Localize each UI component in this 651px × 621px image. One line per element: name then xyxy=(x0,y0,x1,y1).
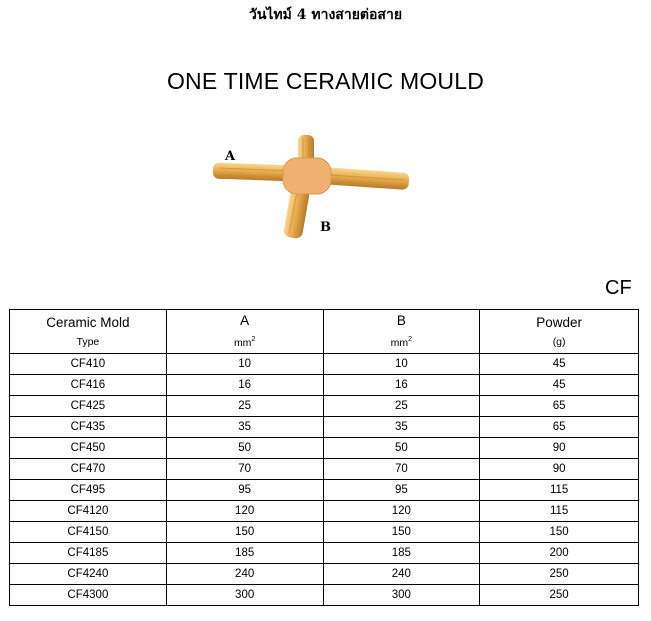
cell-b: 300 xyxy=(323,585,480,606)
cell-powder: 65 xyxy=(480,396,639,417)
cell-a: 185 xyxy=(166,543,323,564)
col-a-header xyxy=(166,310,323,354)
col-powder-title: Powder xyxy=(536,314,582,330)
cell-powder: 115 xyxy=(480,501,639,522)
table-header-row xyxy=(10,310,639,354)
cell-type: CF450 xyxy=(10,438,167,459)
col-a-sub: mm xyxy=(233,337,252,349)
cell-b: 10 xyxy=(323,354,480,375)
col-mold-header xyxy=(10,310,167,354)
cell-type: CF425 xyxy=(10,396,167,417)
cell-b: 150 xyxy=(323,522,480,543)
mould-diagram xyxy=(205,130,425,245)
joint-body xyxy=(283,158,331,194)
cell-a: 10 xyxy=(166,354,323,375)
cell-b: 95 xyxy=(323,480,480,501)
cell-a: 240 xyxy=(166,564,323,585)
cell-type: CF4150 xyxy=(10,522,167,543)
series-code: CF xyxy=(605,277,632,299)
table-row xyxy=(10,480,639,501)
cell-type: CF435 xyxy=(10,417,167,438)
product-title: ONE TIME CERAMIC MOULD xyxy=(166,68,485,94)
col-powder-header xyxy=(480,310,639,354)
table-row xyxy=(10,522,639,543)
table-body xyxy=(10,354,639,606)
cell-b: 120 xyxy=(323,501,480,522)
col-a-title: A xyxy=(240,313,250,328)
cell-a: 50 xyxy=(166,438,323,459)
table-row xyxy=(10,585,639,606)
cell-b: 16 xyxy=(323,375,480,396)
cell-a: 150 xyxy=(166,522,323,543)
cell-powder: 45 xyxy=(480,375,639,396)
cell-type: CF410 xyxy=(10,354,167,375)
cell-powder: 90 xyxy=(480,459,639,480)
spec-table xyxy=(9,309,639,606)
cell-a: 70 xyxy=(166,459,323,480)
col-b-header xyxy=(323,310,480,354)
cell-powder: 250 xyxy=(480,564,639,585)
cell-a: 16 xyxy=(166,375,323,396)
cell-type: CF4120 xyxy=(10,501,167,522)
col-mold-sub: Type xyxy=(76,335,100,348)
col-b-sup: 2 xyxy=(408,336,413,343)
col-b-title: B xyxy=(396,313,406,328)
table-row xyxy=(10,354,639,375)
cell-b: 25 xyxy=(323,396,480,417)
col-b-sub: mm xyxy=(390,337,409,349)
cell-type: CF416 xyxy=(10,375,167,396)
col-powder-sub: (g) xyxy=(552,335,566,348)
table-row xyxy=(10,396,639,417)
table-row xyxy=(10,375,639,396)
table-row xyxy=(10,564,639,585)
cell-a: 120 xyxy=(166,501,323,522)
page-title-thai: วันไทม์ 4 ทางสายต่อสาย xyxy=(248,7,403,23)
cell-powder: 90 xyxy=(480,438,639,459)
cell-a: 300 xyxy=(166,585,323,606)
cell-a: 25 xyxy=(166,396,323,417)
table-row xyxy=(10,438,639,459)
cell-a: 35 xyxy=(166,417,323,438)
cell-b: 50 xyxy=(323,438,480,459)
cell-powder: 115 xyxy=(480,480,639,501)
cell-type: CF4300 xyxy=(10,585,167,606)
cell-b: 70 xyxy=(323,459,480,480)
table-row xyxy=(10,543,639,564)
label-a: A xyxy=(225,149,236,164)
table-row xyxy=(10,417,639,438)
table-row xyxy=(10,501,639,522)
cell-b: 240 xyxy=(323,564,480,585)
cell-powder: 250 xyxy=(480,585,639,606)
cell-powder: 65 xyxy=(480,417,639,438)
cell-powder: 200 xyxy=(480,543,639,564)
col-mold-title: Ceramic Mold xyxy=(46,314,130,330)
cell-powder: 45 xyxy=(480,354,639,375)
cell-type: CF4240 xyxy=(10,564,167,585)
table-row xyxy=(10,459,639,480)
cell-a: 95 xyxy=(166,480,323,501)
cell-type: CF4185 xyxy=(10,543,167,564)
label-b: B xyxy=(320,220,331,235)
cell-b: 35 xyxy=(323,417,480,438)
cell-powder: 150 xyxy=(480,522,639,543)
cell-type: CF495 xyxy=(10,480,167,501)
cell-type: CF470 xyxy=(10,459,167,480)
col-a-sup: 2 xyxy=(251,336,256,343)
cell-b: 185 xyxy=(323,543,480,564)
